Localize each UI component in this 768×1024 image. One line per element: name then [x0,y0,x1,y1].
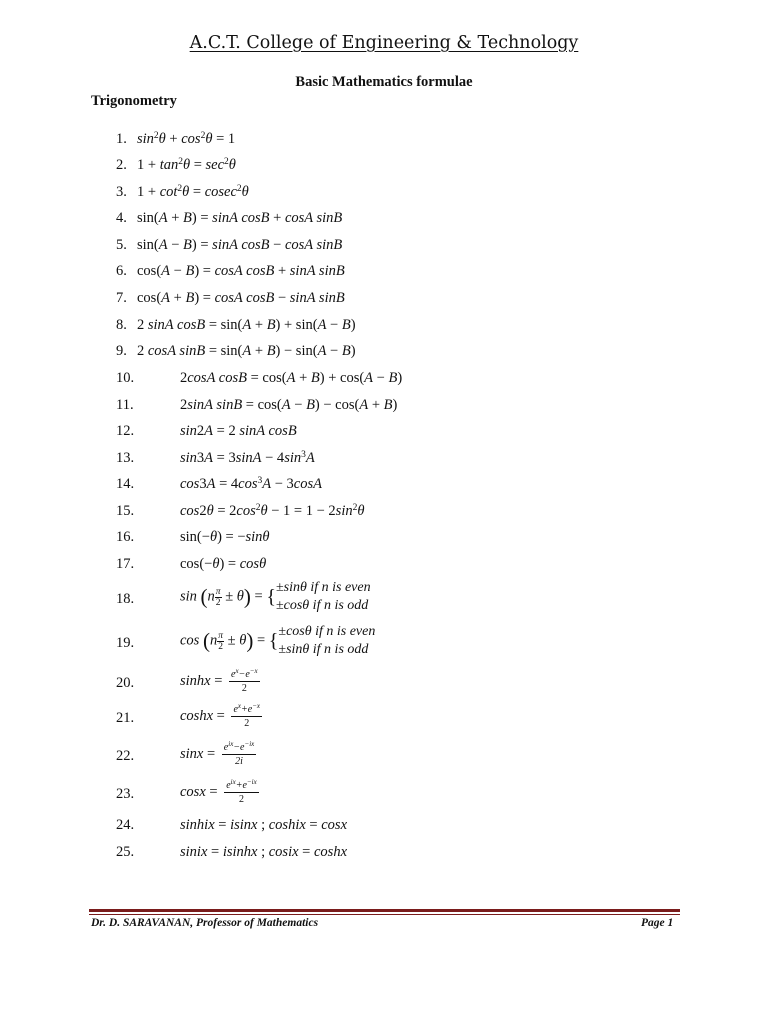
formula: 2cosA cosB = cos(A + B) + cos(A − B) [180,370,403,386]
formula: sin2A = 2 sinA cosB [180,423,297,439]
formula: $1 + \tan^2\theta = \sec^2\theta$ [137,157,236,173]
formula-row: 25. sinix = isinhx ; cosix = coshx [116,844,347,860]
formula: sinhx = $\frac{e^x-e^{-x}}{2}$ [180,667,258,694]
formula: sinhix = isinx ; coshix = cosx [180,817,347,833]
formula: cos (n $\frac{\pi}{2}$ ± θ) = { ±cosθ if n is even ±sinθ if n is odd [180,624,376,657]
formula: cos(A + B) = cosA cosB − sinA sinB [137,290,345,306]
formula-row: 12. sin2A = 2 sinA cosB [116,423,297,439]
formula: coshx = $\frac{e^x+e^{-x}}{2}$ [180,702,261,729]
document-subtitle: Basic Mathematics formulae [295,74,473,90]
formula-row: 14. $\cos 3A = 4\cos^3A - 3\cos A$ [116,476,322,492]
formula-row: 16. sin(−θ) = −sinθ [116,529,270,545]
formula: sinx = $e^{ix}-e^{-ix}$ 2i [180,740,255,767]
formula: $\cos 3A = 4\cos^3A - 3\cos A$ [180,476,322,492]
formula-row: 24. sinhix = isinx ; coshix = cosx [116,817,347,833]
formula-row: 7. cos(A + B) = cosA cosB − sinA sinB [116,290,345,306]
formula: $\cos 2\theta = 2\cos^2\theta - 1 = 1 - 2\sin^2\theta$ [180,503,365,519]
formula-row: 13. $\sin 3A = 3\sin A - 4\sin^3A$ [116,450,315,466]
formula: cosx = $e^{ix}+e^{-ix}$ 2 [180,778,257,805]
formula-row: 6. cos(A − B) = cosA cosB + sinA sinB [116,263,345,279]
formula-row: 3. $1 + \cot^2\theta = cosec^2\theta$ [116,184,249,200]
footer-rule [89,909,680,912]
formula: sin(A + B) = sinA cosB + cosA sinB [137,210,343,226]
formula: $\sin 3A = 3\sin A - 4\sin^3A$ [180,450,315,466]
footer-page-number: Page 1 [641,917,674,929]
formula: sin (n $\frac{\pi}{2}$ ± θ) = { ±sinθ if n is even ±cosθ if n is odd [180,580,371,613]
formula-row: 5. sin(A − B) = sinA cosB − cosA sinB [116,237,343,253]
formula-row: 23. cosx = $e^{ix}+e^{-ix}$ 2 [116,778,257,805]
formula-row: 17. cos(−θ) = cosθ [116,556,267,572]
footer-author: Dr. D. SARAVANAN, Professor of Mathematics [91,917,319,929]
formula-row: 1. $\sin^2\theta + \cos^2\theta = 1$ [116,131,236,147]
formula: 2 cosA sinB = sin(A + B) − sin(A − B) [137,343,356,359]
formula: cos(A − B) = cosA cosB + sinA sinB [137,263,345,279]
formula-row: 15. $\cos 2\theta = 2\cos^2\theta - 1 = 1 - 2\sin^2\theta$ [116,503,365,519]
formula: sin(−θ) = −sinθ [180,529,270,545]
formula-row: 8. 2 sinA cosB = sin(A + B) + sin(A − B) [116,317,356,333]
formula: cos(−θ) = cosθ [180,556,267,572]
formula: sin(A − B) = sinA cosB − cosA sinB [137,237,343,253]
section-heading: Trigonometry [91,93,177,109]
formula-row: 21. coshx = $\frac{e^x+e^{-x}}{2}$ [116,702,261,729]
formula-row: 19. cos (n $\frac{\pi}{2}$ ± θ) = { ±cosθ if n is even ±sinθ if n is odd [116,624,376,657]
formula: sinix = isinhx ; cosix = coshx [180,844,347,860]
formula-row: 9. 2 cosA sinB = sin(A + B) − sin(A − B) [116,343,356,359]
formula-row: 11. 2sinA sinB = cos(A − B) − cos(A + B) [116,397,398,413]
formula: $\sin^2\theta + \cos^2\theta = 1$ [137,131,236,147]
formula-row: 10. 2cosA cosB = cos(A + B) + cos(A − B) [116,370,403,386]
formula: $1 + \cot^2\theta = cosec^2\theta$ [137,184,249,200]
formula-row: 18. sin (n $\frac{\pi}{2}$ ± θ) = { ±sinθ if n is even ±cosθ if n is odd [116,580,371,613]
formula: 2sinA sinB = cos(A − B) − cos(A + B) [180,397,398,413]
formula-row: 22. sinx = $e^{ix}-e^{-ix}$ 2i [116,740,255,767]
formula: 2 sinA cosB = sin(A + B) + sin(A − B) [137,317,356,333]
college-title: A.C.T. College of Engineering & Technology [189,33,579,53]
formula-row: 20. sinhx = $\frac{e^x-e^{-x}}{2}$ [116,667,258,694]
footer-rule-thin [89,914,680,915]
formula-row: 4. sin(A + B) = sinA cosB + cosA sinB [116,210,343,226]
formula-row: 2. $1 + \tan^2\theta = \sec^2\theta$ [116,157,236,173]
